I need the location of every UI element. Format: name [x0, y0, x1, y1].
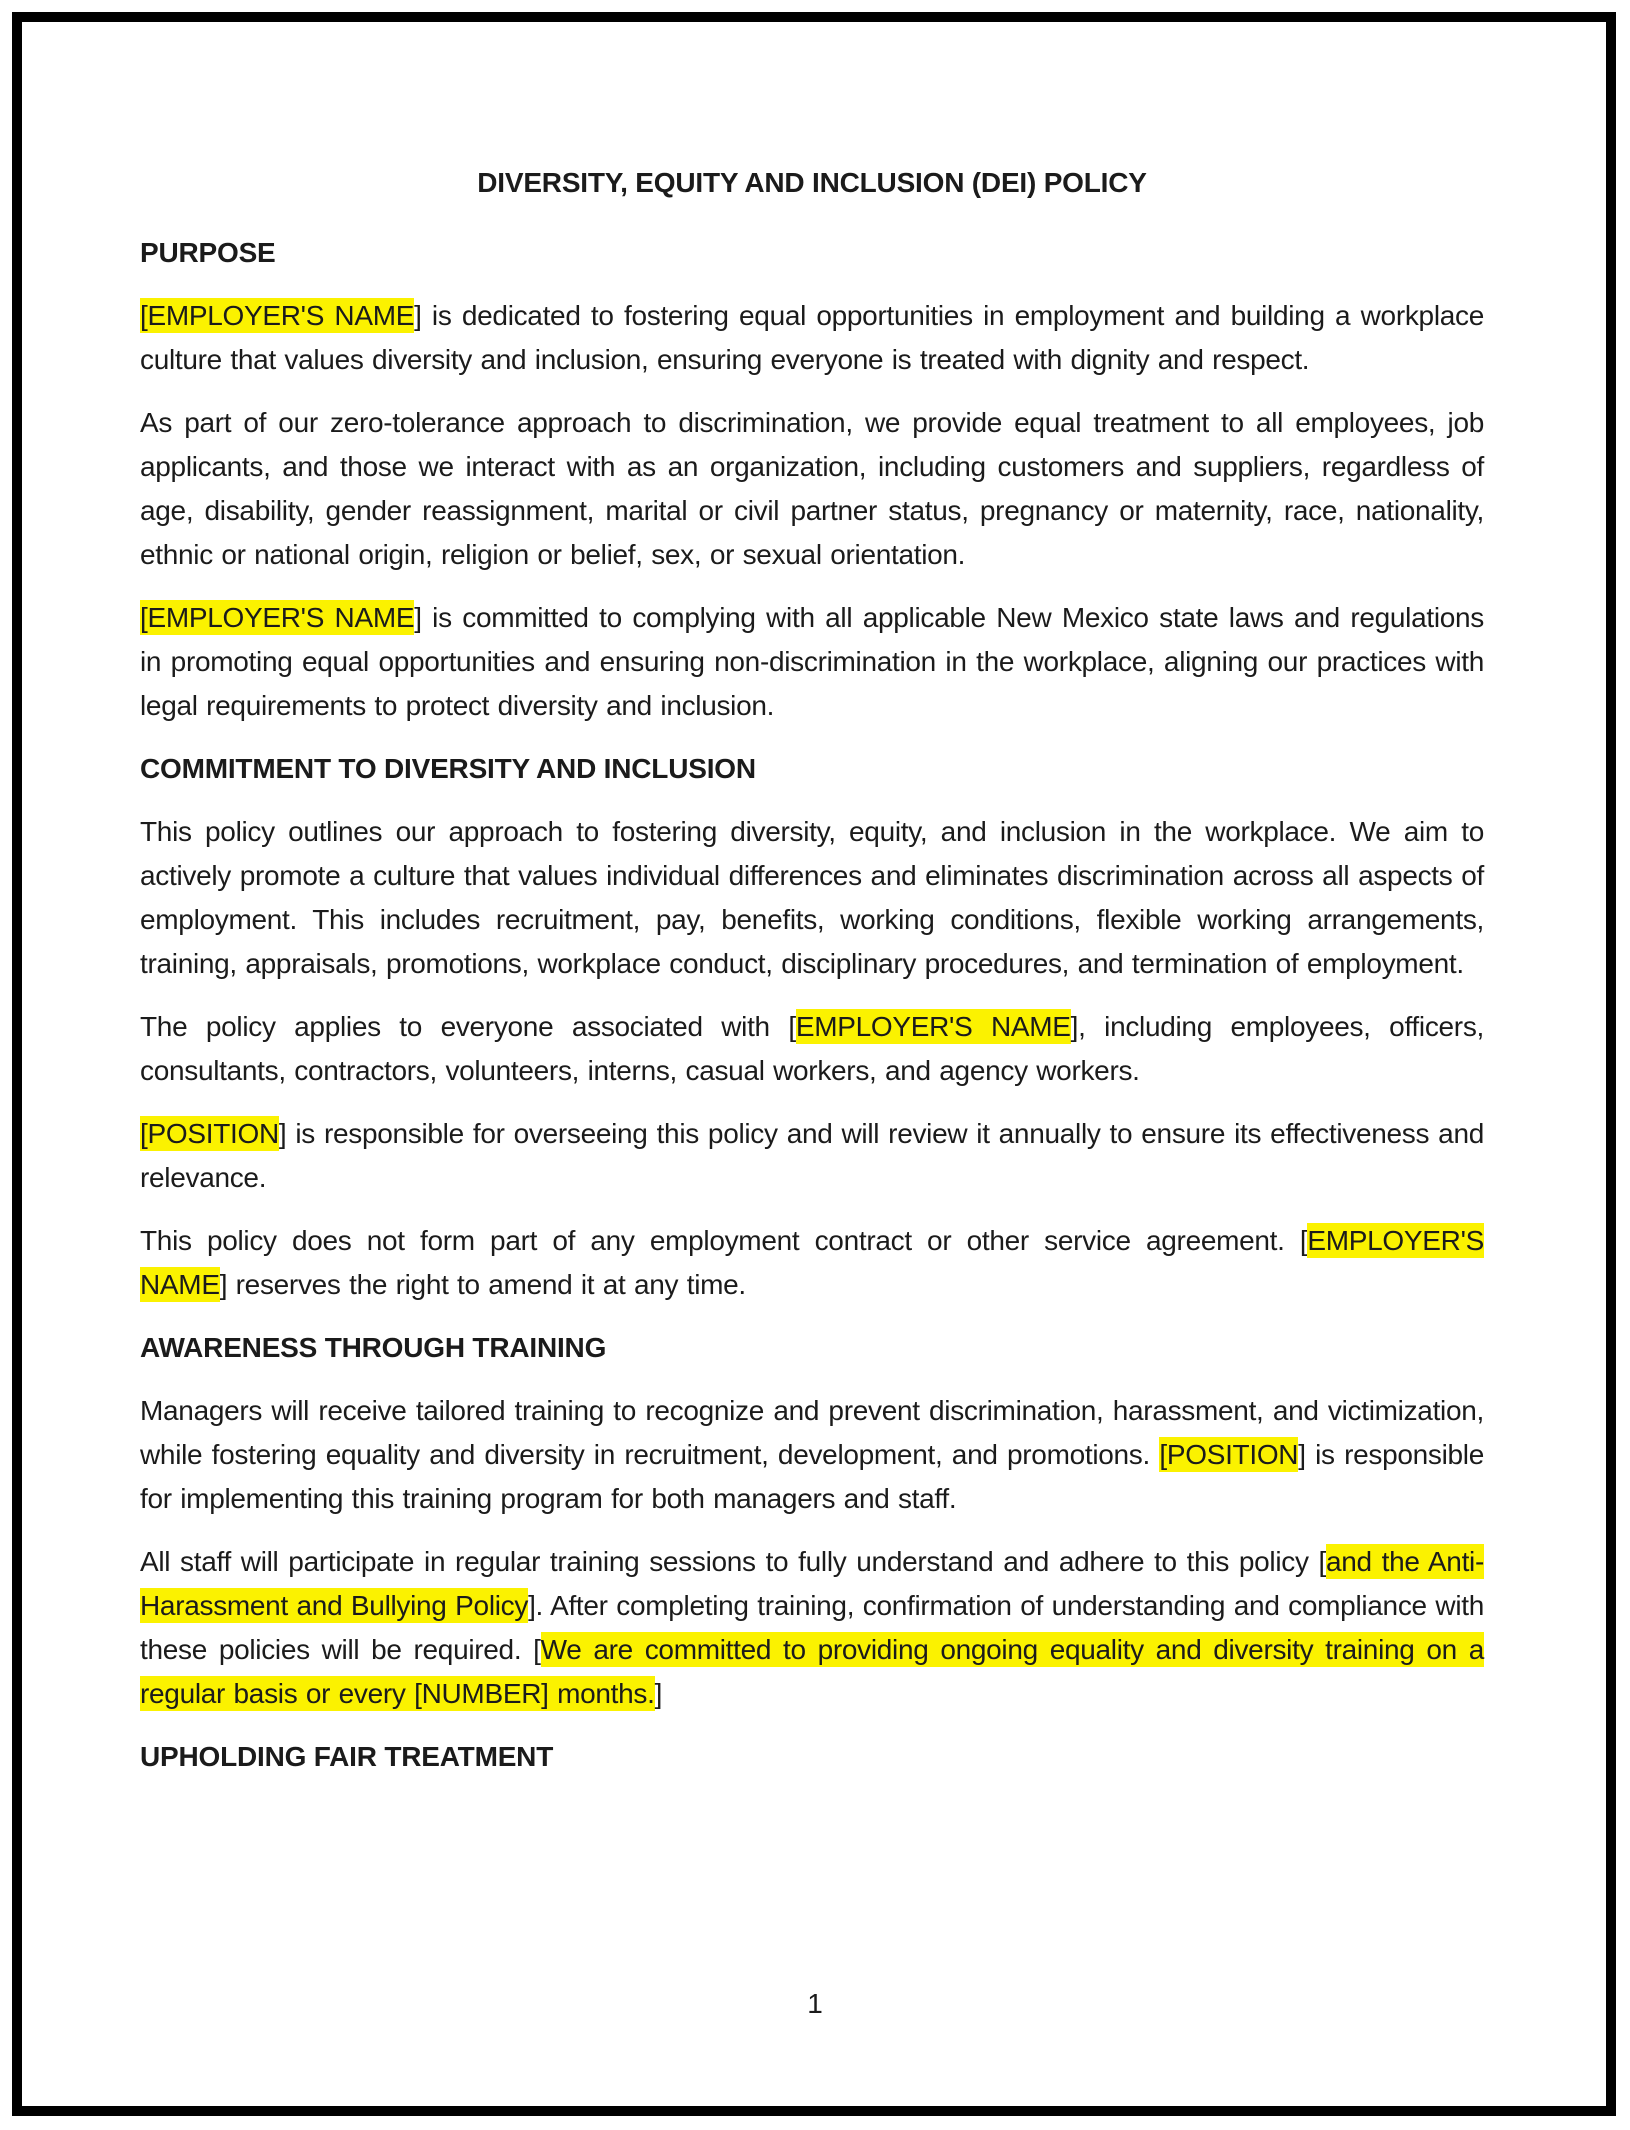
highlighted-placeholder: EMPLOYER'S NAME — [795, 1011, 1071, 1042]
section-heading-upholding: UPHOLDING FAIR TREATMENT — [140, 1741, 554, 1772]
highlighted-placeholder: [POSITION — [140, 1118, 279, 1149]
document-content — [140, 161, 1484, 1798]
highlighted-placeholder: EMPLOYER'S NAME — [140, 1225, 1484, 1300]
paragraph-commitment-2 — [140, 1005, 1484, 1093]
highlighted-placeholder: and the Anti-Harassment and Bullying Policy — [140, 1546, 1485, 1621]
text-run: ] — [654, 1678, 663, 1709]
text-run: This policy outlines our approach to fostering diversity, equity, and inclusion in the workplace. We aim to actively promote a culture that values individual differences and eliminates discrimination across all aspects of employment. This includes recruitment, pay, benefits, working conditions, flexible working arrangements, training, appraisals, promotions, workplace conduct, disciplinary procedures, and termination of employment. — [140, 816, 1484, 979]
paragraph-awareness-1 — [140, 1389, 1484, 1521]
section-heading-purpose: PURPOSE — [140, 237, 276, 268]
text-run: The policy applies to everyone associated with [ — [140, 1011, 796, 1042]
paragraph-commitment-4 — [140, 1219, 1484, 1307]
paragraph-purpose-1 — [140, 294, 1484, 382]
text-run: This policy does not form part of any employment contract or other service agreement. [ — [140, 1225, 1308, 1256]
document-title: DIVERSITY, EQUITY AND INCLUSION (DEI) POLICY — [477, 167, 1147, 198]
highlighted-placeholder: [EMPLOYER'S NAME — [140, 300, 415, 331]
text-run: As part of our zero-tolerance approach to discrimination, we provide equal treatment to all employees, job applicants, and those we interact with as an organization, including customers and suppliers, regardless of age, disability, gender reassignment, marital or civil partner status, pregnancy or maternity, race, nationality, ethnic or national origin, religion or belief, sex, or sexual orientation. — [140, 407, 1484, 570]
paragraph-commitment-3 — [140, 1112, 1484, 1200]
section-heading-awareness: AWARENESS THROUGH TRAINING — [140, 1332, 607, 1363]
page-number: 1 — [807, 1988, 823, 2019]
text-run: All staff will participate in regular training sessions to fully understand and adhere to this policy [ — [140, 1546, 1326, 1577]
text-run: ], including employees, officers, consultants, contractors, volunteers, interns, casual workers, and agency workers. — [140, 1011, 1484, 1086]
text-run: ] is responsible for overseeing this policy and will review it annually to ensure its effectiveness and relevance. — [140, 1118, 1484, 1193]
paragraph-commitment-1 — [140, 810, 1484, 986]
paragraph-awareness-2 — [140, 1540, 1484, 1716]
highlighted-placeholder: [POSITION — [1159, 1439, 1299, 1470]
highlighted-placeholder: [EMPLOYER'S NAME — [140, 602, 415, 633]
text-run: ] is committed to complying with all applicable New Mexico state laws and regulations in promoting equal opportunities and ensuring non-discrimination in the workplace, aligning our practices with legal requirements to protect diversity and inclusion. — [140, 602, 1485, 721]
paragraph-purpose-3 — [140, 596, 1484, 728]
text-run: Managers will receive tailored training to recognize and prevent discrimination, harassment, and victimization, while fostering equality and diversity in recruitment, development, and promotions. — [140, 1395, 1484, 1470]
text-run: ] is responsible for implementing this training program for both managers and staff. — [140, 1439, 1484, 1514]
paragraph-purpose-2 — [140, 401, 1484, 577]
section-heading-commitment: COMMITMENT TO DIVERSITY AND INCLUSION — [140, 753, 756, 784]
text-run: ] reserves the right to amend it at any time. — [219, 1269, 746, 1300]
text-run: ]. After completing training, confirmation of understanding and compliance with these policies will be required. [ — [140, 1590, 1484, 1665]
text-run: ] is dedicated to fostering equal opportunities in employment and building a workplace culture that values diversity and inclusion, ensuring everyone is treated with dignity and respect. — [140, 300, 1484, 375]
highlighted-placeholder: We are committed to providing ongoing equality and diversity training on a regular basis or every [NUMBER] months. — [140, 1634, 1484, 1709]
